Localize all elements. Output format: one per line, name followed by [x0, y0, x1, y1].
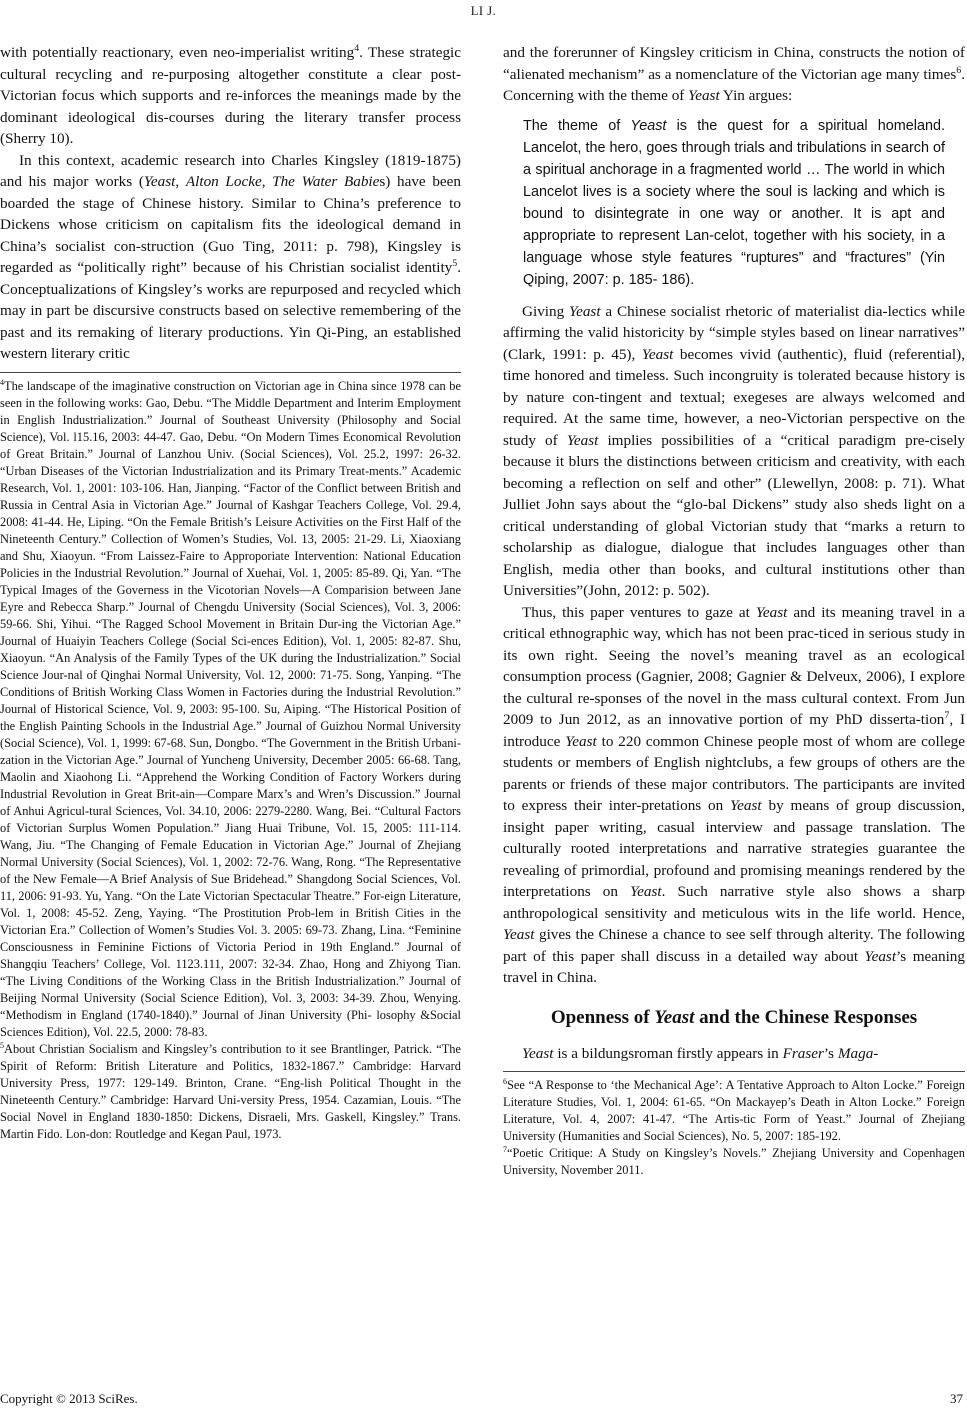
page-number: 37 [950, 1391, 963, 1406]
work-title: The Water Babie [272, 173, 380, 190]
copyright-notice: Copyright © 2013 SciRes. [0, 1391, 138, 1406]
footnote-4: $^4$The landscape of the imaginative construction on Victorian age in China since 1978 can be seen in the following works: Gao, Debu. “The Middle Department and Interim Employment in English Industrialization.” Journal of Southeast University (Philosophy and Social Science), Vol. l15.16, 2003: 44-47. Gao, Debu. “On Modern Times Economical Revolution of Great Britain.” Journal of Lanzhou Univ. (Social Sciences), Vol. 25.2, 1997: 26-32. “Urban Diseases of the Victorian Industrialization and its Primary Treat-ments.” Academic Research, Vol. 1, 2001: 103-106. Han, Jianping. “Factor of the Conflict between British and Russia in Central Asia in Victorian Age.” Journal of Kashgar Teachers College, Vol. 29.4, 2008: 41-44. He, Liping. “On the Female British’s Leisure Activities on the First Half of the Nineteenth Century.” Collection of Women’s Studies, Vol. 13, 2005: 21-29. Li, Xiaoxiang and Shu, Xiaoyun. “From Laissez-Faire to Approporiate Intervention: National Education Policies in the Industrial Revolution.” Journal of Xuehai, Vol. 1, 2005: 85-89. Qi, Yan. “The Typical Images of the Governess in the Vicotorian Novels—A Comparision between Jane Eyre and Rebecca Sharp.” Journal of Chengdu University (Social Sciences), Vol. 3, 2006: 59-66. Shi, Yihui. “The Ragged School Movement in Britain Dur-ing the Victorian Age.” Journal of Huaiyin Teachers College (Social Sci-ences Edition), Vol. 1, 2005: 82-87. Shu, Xiaoyun. “An Analysis of the Family Types of the UK during the Industrialization.” Social Science Jour-nal of Qinghai Normal University, Vol. 12, 2000: 71-75. Song, Yanping. “The Conditions of British Working Class Women in Factories during the Industrial Revolution.” Journal of Historical Science, Vol. 9, 2003: 95-100. Su, Aiping. “The Historical Position of the English Painting Schools in the Industrial Age.” Journal of Guizhou Normal University (Social Science), Vol. 1, 1999: 67-68. Sun, Dongbo. “The Government in the British Urbani-zation in the Victorian Age.” Journal of Yuncheng University, December 2005: 66-68. Tang, Maolin and Xiaohong Li. “Apprehend the Working Condition of Factory Workers during Industrial Revolution in Great Brit-ain—Compare Marx’s and Wren’s Discussion.” Journal of Anhui Agricul-tural Sciences, Vol. 34.10, 2006: 2279-2280. Wang, Bei. “Cultural Factors of Victorian Surplus Women Population.” Jiang Huai Tribune, Vol. 15, 2005: 111-114. Wang, Jiu. “The Changing of Female Education in Victorian Age.” Journal of Zhejiang Normal University (Social Sciences), Vol. 1, 2002: 72-76. Wang, Rong. “The Representative of the New Female—A Brief Analysis of Sue Bridehead.” Shangdong Social Sciences, Vol. 11, 2006: 91-93. Yu, Yang. “On the Late Victorian Spectacular Theatre.” For-eign Literature, Vol. 1, 2008: 45-52. Zeng, Yaying. “The Prostitution Prob-lem in British Cities in the Victorian Era.” Collection of Women’s Studies Vol. 3. 2005: 69-73. Zhang, Lina. “Feminine Consciousness in Feminine Fictions of Victoria Period in 19th England.” Journal of Shangqiu Teachers’ College, Vol. 1123.111, 2007: 32-34. Zhao, Hong and Zhiyong Tian. “The Living Conditions of the Working Class in the British Industrialization.” Journal of Beijing Normal University (Social Science Edition), Vol. 3, 2003: 34-39. Zhou, Wenying. “Methodism in England (1740-1840).” Journal of Jinan University (Phi- losophy &Social Sciences Edition), Vol. 22.5, 2000: 78-83. [0, 377, 461, 1039]
paragraph: In this context, academic research into Charles Kingsley (1819-1875) and his major works (Yeast, Alton Locke, The Water Babies) have been boarded the stage of Chinese history. Similar to China’s preference to Dickens whose criticism on capitalism fits the ideological demand in China’s socialist con-struction (Guo Ting, 2011: p. 798), Kingsley is regarded as “politically right” because of his Christian socialist identity$^5$. Conceptualizations of Kingsley’s works are repurposed and recycled which may in part be discursive constructs based on selective remembering of the past and its remaking of literary productions. Yin Qi-Ping, an established western literary critic [0, 151, 461, 362]
footnote-7: $^7$“Poetic Critique: A Study on Kingsley’s Novels.” Zhejiang University and Copenhagen University, November 2011. [503, 1144, 965, 1177]
footnote-ref[interactable]: 7 [944, 709, 950, 721]
paragraph: Giving Yeast a Chinese socialist rhetoric of materialist dia-lectics while affirming the valid historicity by “simple styles based on linear narratives” (Clark, 1991: p. 45), Yeast becomes vivid (authentic), fluid (referential), time honored and timeless. Such incongruity is tolerated because history is by nature con-tingent and textual; exegeses are always welcomed and required. At the same time, however, a neo-Victorian perspective on the study of Yeast implies possibilities of a “critical paradigm pre-cisely because it blurs the distinctions between criticism and creativity, with each becoming a reflection on self and other” (Llewellyn, 2008: p. 71). What Julliet John says about the “glo-bal Dickens” study also sheds light on a critical understanding of global Victorian study that “marks a return to scholarship as dialogue, dialogue that includes languages other than English, media other than books, and cultural institutions other than Universities”(John, 2012: p. 502). [503, 302, 966, 599]
footnote-5: $^5$About Christian Socialism and Kingsley’s contribution to it see Brantlinger, Patrick. “The Spirit of Reform: British Literature and Politics, 1832-1867.” Cambridge: Harvard University Press, 1977: 129-149. Brinton, Crane. “Eng-lish Political Thought in the Nineteenth Century.” Cambridge: Harvard Uni-versity Press, 1954. Cazamian, Louis. “The Social Novel in England 1830-1850: Dickens, Disraeli, Mrs. Gaskell, Kingsley.” Trans. Martin Fido. Lon-don: Routledge and Kegan Paul, 1973. [0, 1040, 461, 1141]
paragraph: and the forerunner of Kingsley criticism in China, constructs the notion of “alienated mechanism” as a nomenclature of the Victorian age many times$^6$. Concerning with the theme of Yeast Yin argues: [503, 44, 965, 104]
footnote-ref[interactable]: 4 [354, 42, 360, 54]
work-title: Yeast [143, 173, 176, 190]
footnote-divider [503, 1071, 965, 1072]
footnote-ref[interactable]: 5 [452, 257, 458, 269]
section-heading: Openness of Yeast and the Chinese Responses [550, 1006, 918, 1028]
footnote-divider [0, 372, 461, 373]
footnote-ref[interactable]: 6 [956, 64, 962, 76]
footnote-6: $^6$See “A Response to ‘the Mechanical Age’: A Tentative Approach to Alton Locke.” Foreign Literature Studies, Vol. 1, 2004: 61-65. “On Mackayep’s Death in Alton Locke.” Foreign Literature, Vol. 4, 2007: 41-47. “The Artis-tic Form of Yeast.” Journal of Zhejiang University (Humanities and Social Sciences), No. 5, 2007: 185-192. [503, 1076, 965, 1143]
block-quote: The theme of Yeast is the quest for a spiritual homeland. Lancelot, the hero, goes through trials and tribulations in search of a spiritual anchorage in a fragmented world … The world in which Lancelot lives is a society where the soul is lacking and which is bound to disintegrate in one way or another. It is apt and appropriate to represent Lan-celot, together with his society, in a language whose style features “ruptures” and “fractures” (Yin Qiping, 2007: p. 185- 186). [523, 117, 945, 288]
left-column [0, 42, 461, 1143]
work-title: Alton Locke [185, 173, 262, 190]
paragraph: Thus, this paper ventures to gaze at Yeast and its meaning travel in a critical ethnographic way, which has not been prac-ticed in serious study in its own right. Seeing the novel’s meaning travel as an ecological consumption process (Gagnier, 2008; Gagnier & Delveux, 2006), I explore the cultural re-sponses of the novel in the mass cultural context. From Jun 2009 to Jun 2012, as an innovative portion of my PhD disserta-tion$^7$, I introduce Yeast to 220 common Chinese people most of whom are college students or members of English nightclubs, a few groups of others are the parents or friends of these major contributors. The participants are invited to express their inter-pretations on Yeast by means of group discussion, insight paper writing, casual interview and passage translation. The culturally rooted interpretations and narrative strategies guarantee the revealing of primordial, profound and promising meanings rendered by the interpretations on Yeast. Such narrative style also shows a sharp anthropological sensitivity and meticulous wits in the life world. Hence, Yeast gives the Chinese a chance to see self through alterity. The following part of this paper shall discuss in a detailed way about Yeast’s meaning travel in China. [503, 603, 966, 986]
paragraph: with potentially reactionary, even neo-imperialist writing$^4$. These strategic cultural recycling and re-purposing altogether constitute a clear post-Victorian focus which supports and re-inforces the meanings made by the dominant ideological dis-courses during the literary transfer process (Sherry 10). [0, 42, 462, 147]
right-column [503, 42, 965, 1179]
paragraph: Yeast is a bildungsroman firstly appears in Fraser’s Maga- [522, 1044, 879, 1062]
running-head: LI J. [470, 4, 497, 18]
